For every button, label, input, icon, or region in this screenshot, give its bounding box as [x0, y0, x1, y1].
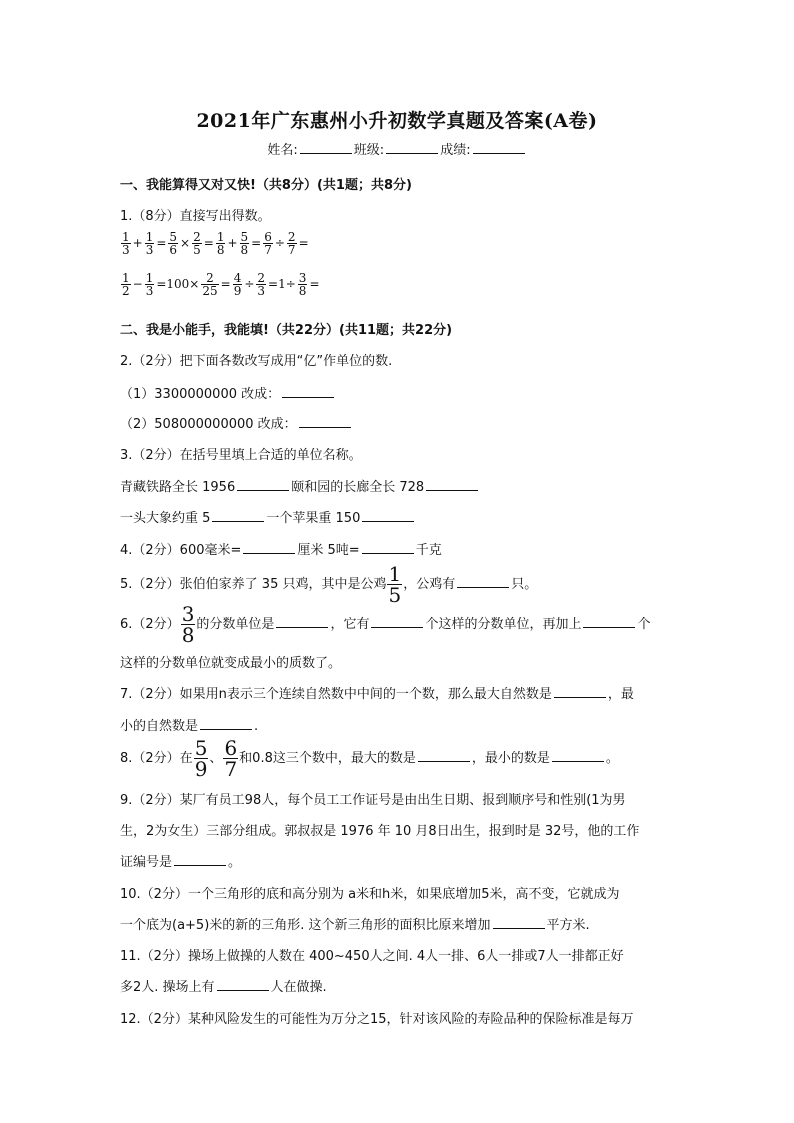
- answer-blank[interactable]: [426, 478, 478, 491]
- answer-blank[interactable]: [217, 978, 269, 991]
- fraction: $\frac{2}{5}$: [193, 230, 201, 257]
- question-11-cont: 多2人. 操场上有 人在做操.: [120, 980, 327, 995]
- question-3-line-2: 一头大象约重 5 一个苹果重 150: [120, 507, 416, 526]
- question-10-cont: 一个底为(a+5)米的新的三角形. 这个新三角形的面积比原来增加 平方米.: [120, 918, 590, 933]
- section-2-heading: 二、我是小能手，我能填!（共22分）(共11题；共22分): [120, 323, 453, 338]
- answer-blank[interactable]: [200, 717, 252, 730]
- question-5: 5.（2分）张伯伯家养了 35 只鸡，其中是公鸡 $\frac{1}{5}$ ，公鸡有 只。: [120, 562, 538, 607]
- class-field[interactable]: [386, 141, 438, 154]
- answer-blank[interactable]: [174, 853, 226, 866]
- question-2-part-2: （2）508000000000 改成：: [120, 413, 353, 432]
- fraction: $\frac{6}{7}$: [264, 230, 272, 257]
- fraction: $\frac{5}{8}$: [240, 230, 249, 257]
- fraction: $\frac{1}{8}$: [216, 230, 225, 257]
- answer-blank[interactable]: [493, 916, 545, 929]
- answer-blank[interactable]: [362, 541, 414, 554]
- question-9-cont-2: 证编号是 。: [120, 855, 242, 870]
- calc-row-1: $\frac{1}{3}$ + $\frac{1}{3}$ = $\frac{5}{6}$ × $\frac{2}{5}$ = $\frac{1}{8}$ + $\frac{5}{8}$ = $\frac{6}{7}$ ÷ $\frac{2}{7}$ =: [122, 230, 309, 257]
- answer-blank[interactable]: [282, 385, 334, 398]
- name-field[interactable]: [300, 141, 352, 154]
- question-11: 11.（2分）操场上做操的人数在 400~450人之间. 4人一排、6人一排或7人一排都正好: [120, 949, 624, 964]
- question-8: 8.（2分）在 $\frac{5}{9}$ 、 $\frac{6}{7}$ 和0.8这三个数中，最大的数是 ，最小的数是 。: [120, 736, 619, 781]
- question-10: 10.（2分）一个三角形的底和高分别为 a米和h米，如果底增加5米，高不变，它就成为: [120, 887, 620, 902]
- answer-blank[interactable]: [243, 541, 295, 554]
- answer-blank[interactable]: [552, 749, 604, 762]
- fraction: $\frac{3}{8}$: [181, 602, 195, 647]
- name-label: 姓名:: [267, 143, 298, 158]
- question-1: 1.（8分）直接写出得数。: [120, 209, 271, 224]
- fraction: $\frac{1}{3}$: [145, 271, 154, 298]
- answer-blank[interactable]: [362, 509, 414, 522]
- fraction: $\frac{6}{7}$: [224, 736, 238, 781]
- score-field[interactable]: [473, 141, 525, 154]
- score-label: 成绩:: [440, 143, 471, 158]
- answer-blank[interactable]: [583, 615, 635, 628]
- answer-blank[interactable]: [418, 749, 470, 762]
- question-9: 9.（2分）某厂有员工98人，每个员工工作证号是由出生日期、报到顺序号和性别(1为男: [120, 793, 626, 808]
- question-3-line-1: 青藏铁路全长 1956 颐和园的长廊全长 728: [120, 476, 480, 495]
- student-info-line: [0, 139, 794, 158]
- fraction: $\frac{5}{6}$: [169, 230, 178, 257]
- answer-blank[interactable]: [457, 575, 509, 588]
- fraction: $\frac{3}{8}$: [298, 271, 307, 298]
- answer-blank[interactable]: [276, 615, 328, 628]
- question-3: 3.（2分）在括号里填上合适的单位名称。: [120, 448, 362, 463]
- section-1-heading: 一、我能算得又对又快!（共8分）(共1题；共8分): [120, 178, 412, 193]
- question-9-cont: 生，2为女生）三部分组成。郭叔叔是 1976 年 10 月8日出生，报到时是 32号，他的工作: [120, 824, 640, 839]
- calc-row-2: $\frac{1}{2}$ − $\frac{1}{3}$ =100× $\frac{2}{25}$ = $\frac{4}{9}$ ÷ $\frac{2}{3}$ =1÷ $\frac{3}{8}$ =: [122, 271, 320, 298]
- fraction: $\frac{1}{3}$: [145, 230, 154, 257]
- question-2-part-1: （1）3300000000 改成：: [120, 383, 336, 402]
- fraction: $\frac{1}{3}$: [122, 230, 130, 257]
- question-4: 4.（2分）600毫米= 厘米 5吨= 千克: [120, 543, 442, 558]
- fraction: $\frac{1}{2}$: [122, 271, 130, 298]
- answer-blank[interactable]: [237, 478, 289, 491]
- question-6: 6.（2分） $\frac{3}{8}$ 的分数单位是 ，它有 个这样的分数单位，再加上 个: [120, 602, 651, 647]
- answer-blank[interactable]: [371, 615, 423, 628]
- answer-blank[interactable]: [554, 685, 606, 698]
- answer-blank[interactable]: [212, 509, 264, 522]
- fraction: $\frac{2}{7}$: [287, 230, 296, 257]
- class-label: 班级:: [353, 143, 385, 158]
- question-6-cont: 这样的分数单位就变成最小的质数了。: [120, 656, 342, 671]
- page-title: 2021年广东惠州小升初数学真题及答案(A卷): [196, 110, 598, 132]
- fraction: $\frac{1}{5}$: [388, 562, 402, 607]
- question-7: 7.（2分）如果用n表示三个连续自然数中中间的一个数，那么最大自然数是 ，最: [120, 687, 634, 702]
- fraction: $\frac{4}{9}$: [233, 271, 242, 298]
- fraction: $\frac{5}{9}$: [194, 736, 208, 781]
- fraction: $\frac{2}{3}$: [257, 271, 266, 298]
- answer-blank[interactable]: [299, 415, 351, 428]
- question-7-cont: 小的自然数是 .: [120, 719, 259, 734]
- question-12: 12.（2分）某种风险发生的可能性为万分之15，针对该风险的寿险品种的保险标准是每万: [120, 1012, 634, 1027]
- fraction: $\frac{2}{25}$: [202, 271, 218, 298]
- question-2: 2.（2分）把下面各数改写成用“亿”作单位的数.: [120, 354, 393, 369]
